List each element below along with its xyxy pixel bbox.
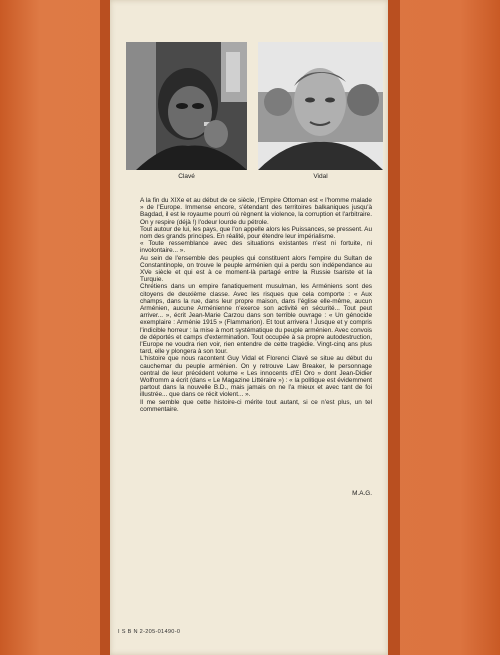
portrait-clave-image bbox=[126, 42, 247, 170]
paragraph: « Toute ressemblance avec des situations existantes n'est ni fortuite, ni involontaire... ». bbox=[140, 240, 372, 255]
paragraph: Au sein de l'ensemble des peuples qui constituent alors l'empire du Sultan de Constantinople, on trouve le peuple arménien qui a perdu son indépendance au XVe siècle et qui est à ce moment-là partagé entre la Russie tsariste et la Turquie. bbox=[140, 254, 372, 284]
portrait-clave bbox=[126, 42, 247, 170]
paragraph: Tout autour de lui, les pays, que l'on appelle alors les Puissances, se pressent. Au nom des grands principes. En réalité, pour étendre leur impérialisme. bbox=[140, 225, 372, 241]
paragraph: L'histoire que nous racontent Guy Vidal et Florenci Clavé se situe au début du cauchemar du peuple arménien. On y retrouve Law Breaker, le personnage central de leur précédent volume « Les innocents d'El Oro » dont Jean-Didier Wolfromm a écrit (dans « Le Magazine Littéraire ») : « la politique est évidemment partout dans la nouvelle B.D., mais jamais on ne l'a mieux et avec tant de foi illustrée... que dans ce récit violent... ». bbox=[140, 355, 372, 399]
portrait-vidal bbox=[258, 42, 383, 170]
caption-vidal: Vidal bbox=[313, 173, 328, 180]
paragraph: Il me semble que cette histoire-ci mérite tout autant, si ce n'est plus, un tel commentaire. bbox=[140, 398, 372, 413]
signature: M.A.G. bbox=[352, 490, 372, 497]
portrait-vidal-image bbox=[258, 42, 383, 170]
paragraph: Chrétiens dans un empire fanatiquement musulman, les Arméniens sont des citoyens de deuxième classe. Avec les risques que cela comporte : « Aux champs, dans la rue, dans leur propre maison, dans l'église elle-même, aucun Arménien, aucune Arménienne n'exerce son activité en sécurité... Tout peut arriver... », écrit Jean-Marie Carzou dans son terrible ouvrage : « Un génocide exemplaire : Arménie 1915 » (Flammarion). Et tout arrivera ! Jusque et y compris l'indicible horreur : la mise à mort systématique du peuple arménien. Avec convois de déportés et camps d'extermination. Tout occupée à sa propre autodestruction, l'Europe ne voudra rien voir, rien entendre de cette tragédie. Vingt-cinq ans plus tard, elle y plongera à son tour. bbox=[140, 283, 372, 356]
isbn-number: I S B N 2-205-01490-0 bbox=[118, 629, 181, 635]
paragraph: A la fin du XIXe et au début de ce siècle, l'Empire Ottoman est « l'homme malade » de l'Europe. Immense encore, s'étendant des territoires balkaniques jusqu'à Bagdad, il est le royaume pourri où règnent la violence, la corruption et l'arbitraire. On y respire (déjà !) l'odeur lourde du pétrole. bbox=[140, 197, 372, 226]
caption-clave: Clavé bbox=[178, 173, 195, 180]
blurb-text bbox=[140, 197, 372, 413]
